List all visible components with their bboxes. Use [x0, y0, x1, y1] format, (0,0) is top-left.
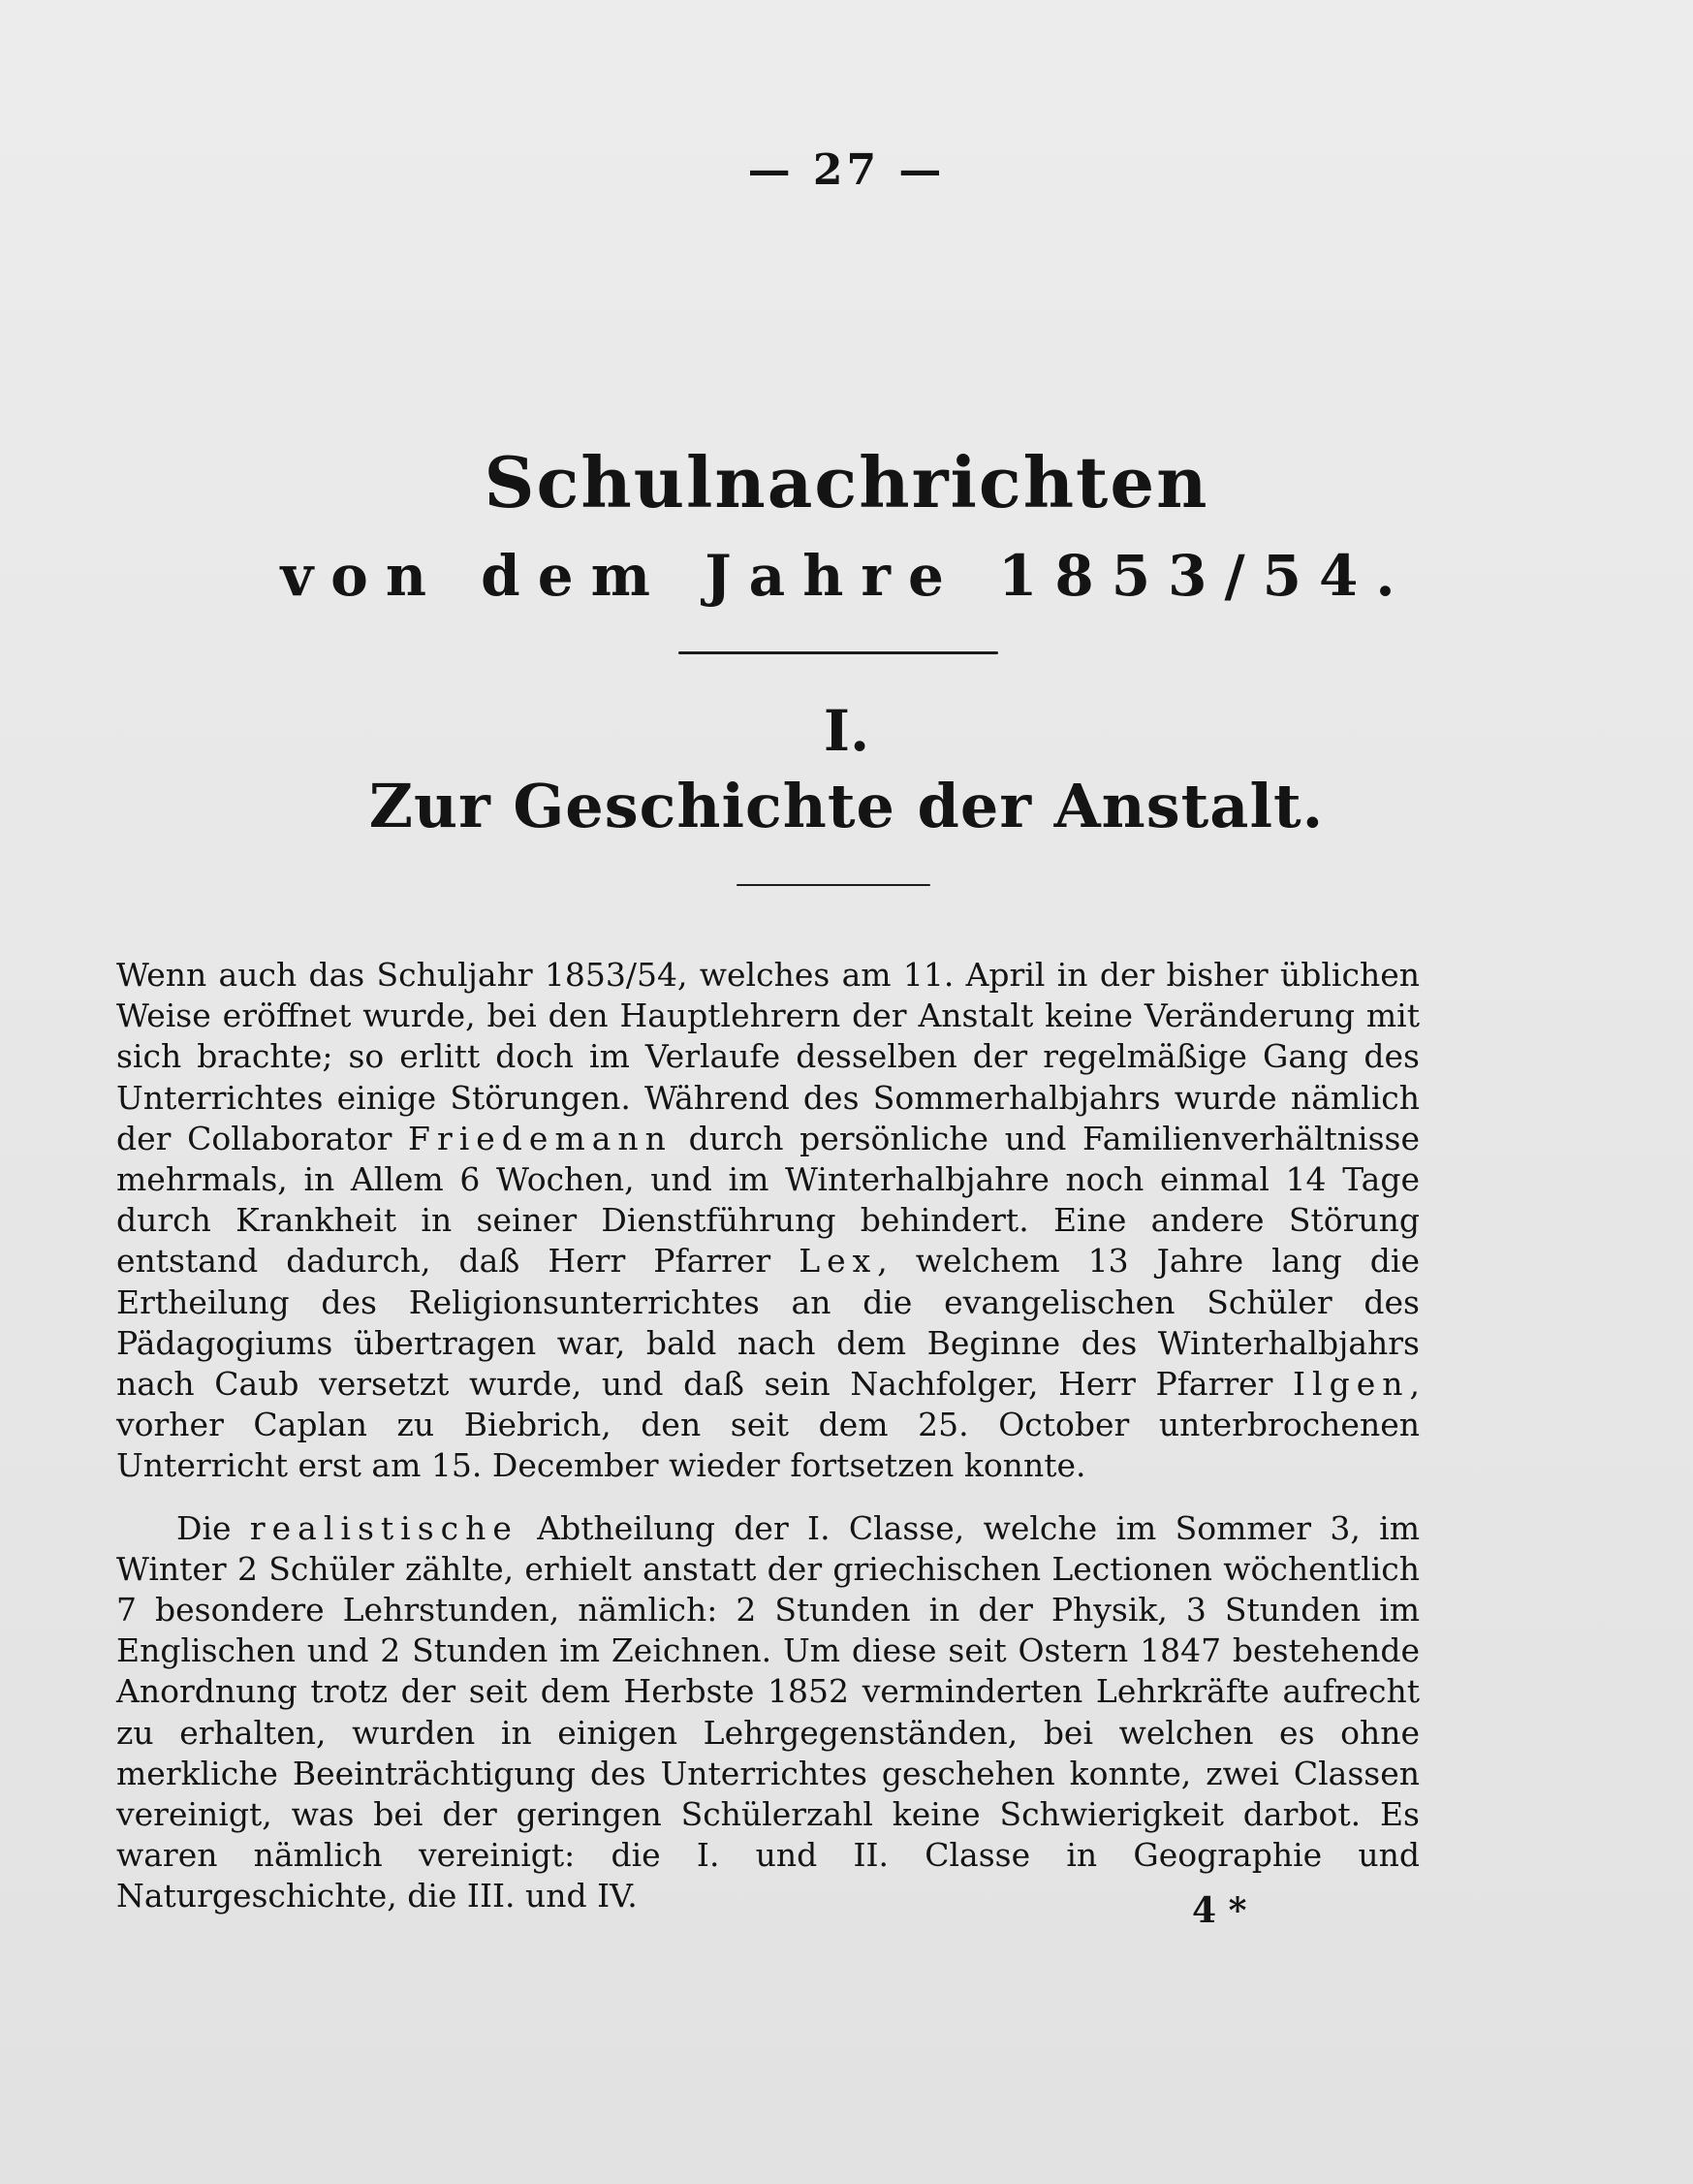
section-divider — [737, 884, 930, 886]
page-subtitle: von dem Jahre 1853/54. — [280, 543, 1413, 609]
emphasized-name: Lex — [799, 1242, 878, 1281]
text-run: , vorher Caplan zu Biebrich, den seit dem 25. October unterbrochenen Unterricht erst am 15. December wieder fortsetzen konnte. — [116, 1365, 1420, 1485]
emphasized-name: Friedemann — [408, 1119, 673, 1157]
section-number: I. — [823, 698, 870, 764]
page-title: Schulnachrichten — [484, 441, 1209, 523]
text-run: Die — [176, 1508, 250, 1547]
paragraph — [116, 1508, 1420, 1917]
text-run: Wenn auch das Schuljahr 1853/54, welches am 11. April in der bisher üblichen Weise eröffnet wurde, bei den Hauptlehrern der Anstalt keine Veränderung mit sich brachte; so erlitt doch im Verlaufe desselben der regelmäßige Gang des Unterrichtes einige Störungen. Während des Sommerhalbjahrs wurde nämlich der Collaborator — [116, 956, 1420, 1157]
body-text — [116, 955, 1420, 1917]
page-number: — 27 — — [747, 145, 946, 195]
emphasized-name: realistische — [249, 1508, 518, 1547]
text-run: , welchem 13 Jahre lang die Ertheilung des Religionsunterrichtes an die evangelischen Schüler des Pädagogiums übertragen war, bald nach dem Beginne des Winterhalbjahrs nach Caub versetzt wurde, und daß sein Nachfolger, Herr Pfarrer — [116, 1242, 1420, 1404]
signature-mark: 4 * — [1192, 1890, 1247, 1931]
emphasized-name: Ilgen — [1293, 1365, 1410, 1404]
text-run: durch persönliche und Familienverhältnisse mehrmals, in Allem 6 Wochen, und im Winterhalbjahre noch einmal 14 Tage durch Krankheit in seiner Dienstführung behindert. Eine andere Störung entstand dadurch, daß Herr Pfarrer — [116, 1119, 1421, 1281]
text-run: Abtheilung der I. Classe, welche im Sommer 3, im Winter 2 Schüler zählte, erhielt anstatt der griechischen Lectionen wöchentlich 7 besondere Lehrstunden, nämlich: 2 Stunden in der Physik, 3 Stunden im Englischen und 2 Stunden im Zeichnen. Um diese seit Ostern 1847 bestehende Anordnung trotz der seit dem Herbste 1852 verminderten Lehrkräfte aufrecht zu erhalten, wurden in einigen Lehrgegenständen, bei welchen es ohne merkliche Beeinträchtigung des Unterrichtes geschehen konnte, zwei Classen vereinigt, was bei der geringen Schülerzahl keine Schwierigkeit darbot. Es waren nämlich vereinigt: die I. und II. Classe in Geographie und Naturgeschichte, die III. und IV. — [116, 1508, 1421, 1915]
paragraph — [116, 955, 1420, 1487]
section-title: Zur Geschichte der Anstalt. — [368, 771, 1325, 841]
title-divider — [678, 651, 998, 654]
